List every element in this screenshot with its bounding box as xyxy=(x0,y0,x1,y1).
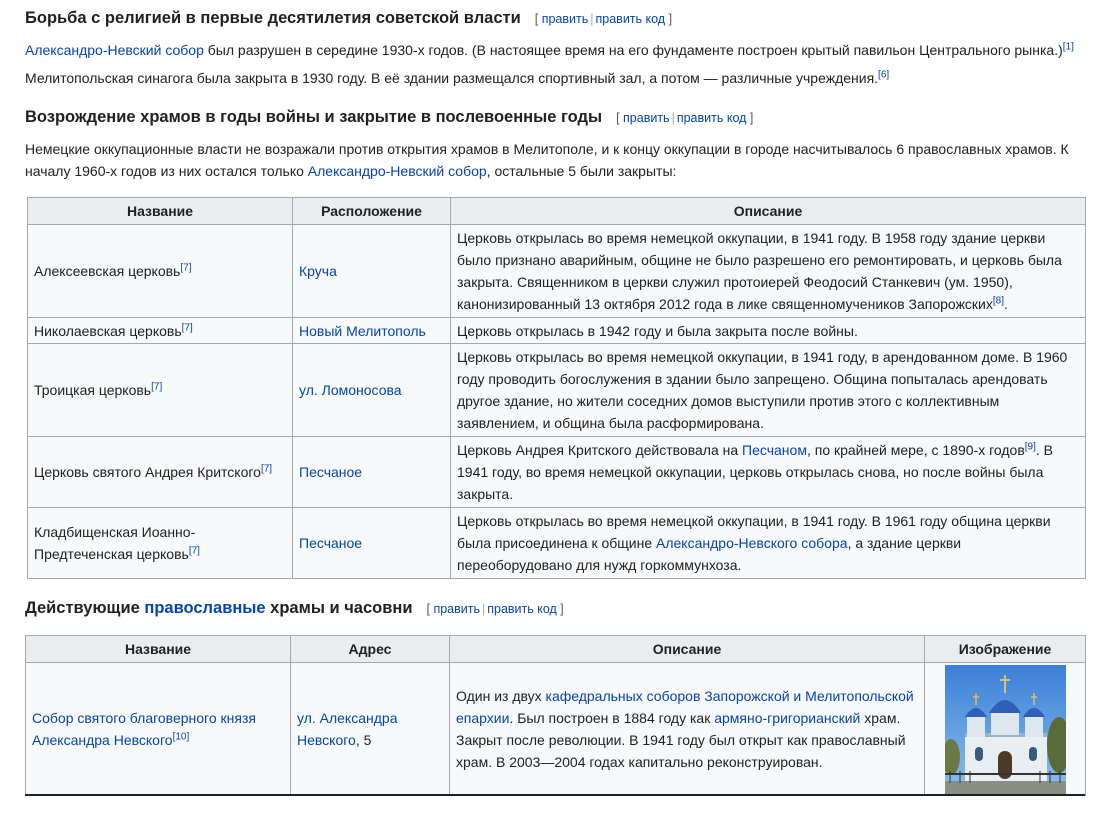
edit-link[interactable]: править xyxy=(541,12,589,26)
location-link[interactable]: ул. Ломоносова xyxy=(299,382,402,398)
table-row xyxy=(26,663,1086,796)
bottom-divider xyxy=(25,794,1085,796)
reference-link[interactable]: [7] xyxy=(181,321,193,333)
table-row xyxy=(28,344,1086,437)
section-heading xyxy=(25,597,564,620)
article-link[interactable]: Песчаном xyxy=(742,442,807,458)
table-row xyxy=(28,437,1086,508)
column-header[interactable]: Описание xyxy=(450,636,925,663)
location-cell xyxy=(293,344,451,437)
reference-link[interactable]: [8] xyxy=(992,295,1005,307)
description-text: Церковь открылась во время немецкой оккупации, в 1941 году, в арендованном доме. В 1960 году проводить богослужения в здании было запрещено. Община попыталась арендовать другое здание, но жители соседних домов выступили против этого с коллективным заявлением, и община была расформирована. xyxy=(457,349,1068,431)
description-text: Церковь Андрея Критского действовала на xyxy=(457,442,743,458)
description-text: Церковь открылась во время немецкой оккупации, в 1941 году. В 1961 году община церкви была присоединена к общине xyxy=(457,513,1051,551)
edit-link[interactable]: править xyxy=(433,602,480,616)
description-text: , по крайней мере, с 1890-х годов xyxy=(806,442,1025,458)
description-text: . В 1941 году, во время немецкой оккупации, церковь открылась снова, но после войны была закрыта. xyxy=(457,442,1054,502)
image-cell xyxy=(925,663,1086,796)
name-cell xyxy=(26,663,291,796)
paragraph-text: Немецкие оккупационные власти не возражали против открытия храмов в Мелитополе, и к концу оккупации в городе насчитывалось 6 православных храмов. К xyxy=(25,141,1069,157)
reference-link[interactable]: [1] xyxy=(1062,41,1074,53)
description-text: . Был построен в 1884 году как xyxy=(509,710,715,726)
table-row xyxy=(28,318,1086,344)
table-header-row xyxy=(26,636,1086,663)
description-cell xyxy=(451,318,1086,344)
address-link[interactable]: ул. Александра Невского xyxy=(297,710,398,748)
article-link[interactable]: кафедральных соборов Запорожской и Мелитопольской епархии xyxy=(456,688,914,726)
active-churches-table xyxy=(25,635,1086,796)
paragraph-text: , остальные 5 были закрыты: xyxy=(486,163,677,179)
location-link[interactable]: Круча xyxy=(299,263,337,279)
location-link[interactable]: Песчаное xyxy=(299,535,363,551)
description-cell xyxy=(451,437,1086,508)
church-name: Кладбищенская Иоанно-Предтеченская церковь xyxy=(34,524,196,562)
column-header[interactable]: Изображение xyxy=(925,636,1086,663)
name-cell xyxy=(28,225,293,318)
section-title: Борьба с религией в первые десятилетия советской власти xyxy=(25,9,521,27)
church-name: Николаевская церковь xyxy=(34,322,182,339)
name-cell xyxy=(28,344,293,437)
edit-section-links: [ править | править код ] xyxy=(616,111,754,125)
column-header[interactable]: Адрес xyxy=(291,636,450,663)
description-text: Церковь открылась в 1942 году и была закрыта после войны. xyxy=(457,322,858,339)
reference-link[interactable]: [6] xyxy=(878,69,890,81)
article-link[interactable]: армяно-григорианский xyxy=(714,710,861,726)
section-heading xyxy=(25,7,672,30)
column-header[interactable]: Название xyxy=(26,636,291,663)
article-link[interactable]: православные xyxy=(144,599,266,617)
article-link[interactable]: Александро-Невского собора xyxy=(656,535,848,551)
paragraph xyxy=(25,67,889,89)
paragraph xyxy=(25,138,1069,160)
closed-churches-table xyxy=(27,197,1086,579)
paragraph-text: Мелитопольская синагога была закрыта в 1930 году. В её здании размещался спортивный зал, а потом — различные учреждения. xyxy=(25,70,879,86)
reference-link[interactable]: [7] xyxy=(188,545,200,557)
description-text: Один из двух xyxy=(456,688,546,704)
description-text: . xyxy=(1004,296,1008,312)
church-name: Алексеевская церковь xyxy=(34,263,181,279)
paragraph xyxy=(25,160,676,182)
location-link[interactable]: Песчаное xyxy=(299,464,363,480)
description-cell xyxy=(450,663,925,796)
reference-link[interactable]: [7] xyxy=(180,262,192,274)
location-link[interactable]: Новый Мелитополь xyxy=(299,322,426,339)
location-cell xyxy=(293,225,451,318)
reference-link[interactable]: [7] xyxy=(260,463,273,475)
description-text: Церковь открылась во время немецкой оккупации, в 1941 году. В 1958 году здание церкви было признано аварийным, общине не было разрешено его ремонтировать, и церковь была закрыта. Священником в церкви служил протоиерей Феодосий Станкевич (ум. 1950), канонизированный 13 октября 2012 года в лике священномучеников Запорожских xyxy=(457,230,1062,312)
edit-link[interactable]: править xyxy=(623,111,670,125)
article-link[interactable]: Александро-Невский собор xyxy=(307,163,487,179)
section-title: Действующие xyxy=(25,599,145,617)
name-cell xyxy=(28,508,293,579)
paragraph-text: началу 1960-х годов из них остался только xyxy=(25,163,308,179)
section-heading xyxy=(25,106,753,129)
edit-code-link[interactable]: править код xyxy=(487,602,557,616)
edit-code-link[interactable]: править код xyxy=(676,111,747,125)
table-row xyxy=(28,225,1086,318)
description-text: , а здание церкви переоборудовано для нужд горкоммунхоза. xyxy=(457,535,962,573)
description-cell xyxy=(451,225,1086,318)
column-header[interactable]: Расположение xyxy=(293,198,451,225)
edit-section-links: [ править | править код ] xyxy=(426,602,564,616)
paragraph xyxy=(25,39,1074,61)
column-header[interactable]: Описание xyxy=(451,198,1086,225)
paragraph-text: был разрушен в середине 1930-х годов. (В настоящее время на его фундаменте построен крытый павильон Центрального рынка.) xyxy=(203,42,1063,58)
article-link[interactable]: Александро-Невский собор xyxy=(25,42,204,58)
reference-link[interactable]: [7] xyxy=(151,381,163,393)
description-cell xyxy=(451,344,1086,437)
church-name: Церковь святого Андрея Критского xyxy=(34,464,261,480)
church-name-link[interactable]: Собор святого благоверного князя Александра Невского xyxy=(32,710,256,748)
table-header-row xyxy=(28,198,1086,225)
section-title: Возрождение храмов в годы войны и закрытие в послевоенные годы xyxy=(25,108,603,126)
address-cell xyxy=(291,663,450,796)
church-name: Троицкая церковь xyxy=(34,382,152,398)
section-title: храмы и часовни xyxy=(265,599,413,617)
cathedral-photo[interactable] xyxy=(945,665,1066,795)
table-row xyxy=(28,508,1086,579)
reference-link[interactable]: [9] xyxy=(1024,441,1036,453)
description-text: храм. Закрыт после революции. В 1941 году был открыт как православный храм. В 2003—2004 годах капитально реконструирован. xyxy=(456,710,906,770)
name-cell xyxy=(28,318,293,344)
reference-link[interactable]: [10] xyxy=(172,731,190,743)
column-header[interactable]: Название xyxy=(28,198,293,225)
location-cell xyxy=(293,508,451,579)
address-number: , 5 xyxy=(355,732,372,748)
edit-code-link[interactable]: править код xyxy=(595,12,666,26)
location-cell xyxy=(293,318,451,344)
name-cell xyxy=(28,437,293,508)
location-cell xyxy=(293,437,451,508)
edit-section-links: [ править | править код ] xyxy=(534,12,673,26)
description-cell xyxy=(451,508,1086,579)
